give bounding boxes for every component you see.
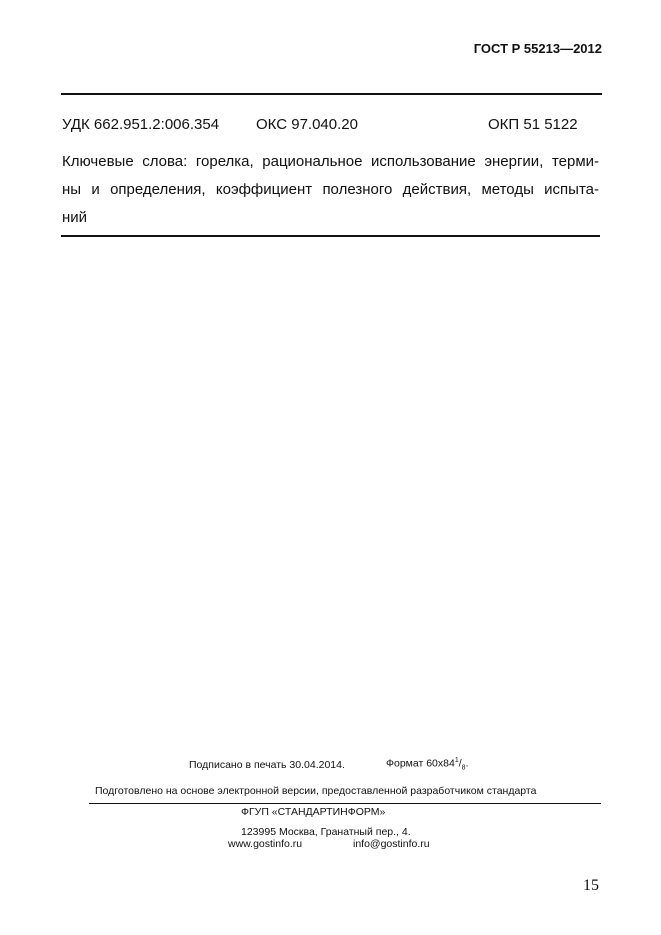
keywords-block <box>62 148 599 232</box>
udk-code: УДК 662.951.2:006.354 <box>62 116 220 133</box>
format-denominator: 8 <box>461 764 466 772</box>
format-numerator: 1 <box>454 757 459 764</box>
keywords-line: ны и определения, коэффициент полезного действия, методы испыта- <box>62 181 599 198</box>
publisher-email[interactable]: info@gostinfo.ru <box>353 838 430 850</box>
prepared-note: Подготовлено на основе электронной версии, предоставленной разработчиком стандарта <box>95 785 537 797</box>
keywords-line: Ключевые слова: горелка, рациональное использование энергии, терми- <box>62 153 599 170</box>
publisher-name: ФГУП «СТАНДАРТИНФОРМ» <box>241 806 386 818</box>
publisher-website[interactable]: www.gostinfo.ru <box>228 838 303 850</box>
top-rule <box>61 93 602 95</box>
standard-code: ГОСТ Р 55213—2012 <box>473 41 602 56</box>
format-end: . <box>465 757 469 770</box>
page-number: 15 <box>583 877 599 894</box>
publisher-address: 123995 Москва, Гранатный пер., 4. <box>241 826 411 838</box>
imprint-rule <box>89 803 601 804</box>
signed-date: Подписано в печать 30.04.2014. <box>189 759 345 771</box>
oks-code: ОКС 97.040.20 <box>256 116 358 133</box>
okp-code: ОКП 51 5122 <box>488 116 578 133</box>
keywords-line: ний <box>62 209 88 226</box>
format-label: Формат 60x84 <box>386 757 455 770</box>
paper-format: Формат $60x84^1/_8$. <box>386 757 469 772</box>
keywords-bottom-rule <box>61 235 600 237</box>
